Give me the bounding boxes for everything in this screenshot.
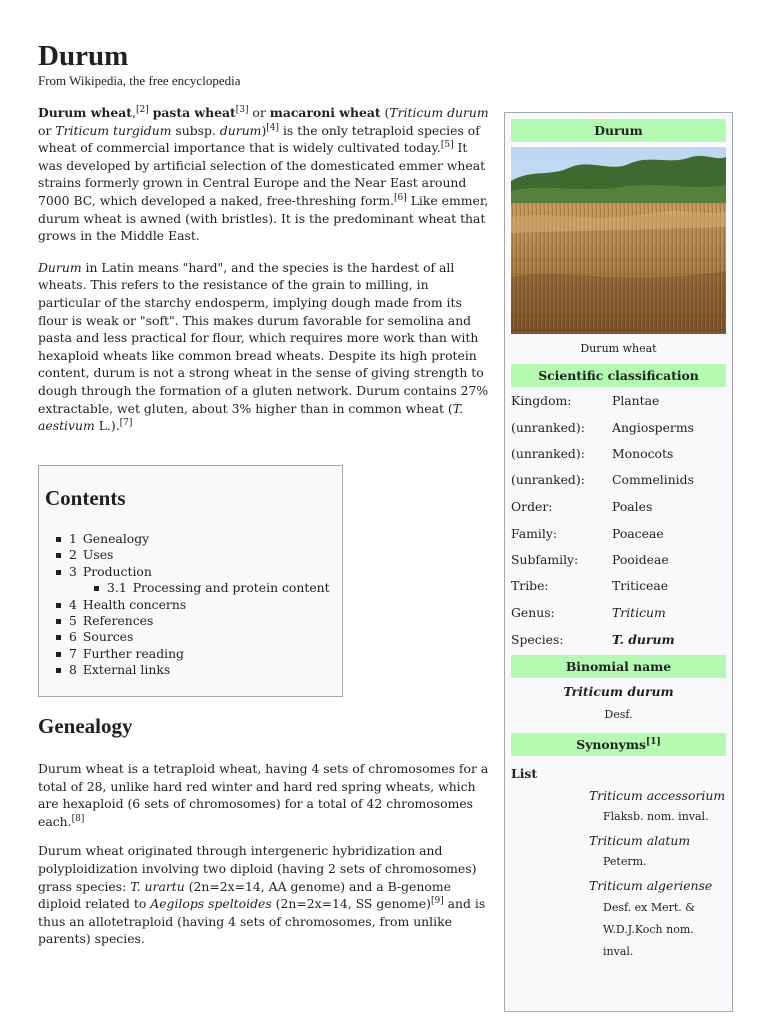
italic-term: T. urartu — [130, 878, 185, 894]
classification-row-species — [511, 630, 726, 650]
table-of-contents — [38, 465, 343, 697]
infobox-title: Durum — [511, 119, 726, 142]
photo-caption: Durum wheat — [580, 342, 657, 355]
toc-item-references[interactable] — [69, 613, 330, 629]
toc-item-production[interactable] — [69, 564, 330, 580]
citation-link[interactable]: [4] — [266, 122, 280, 133]
citation-link[interactable]: [3] — [235, 105, 249, 115]
classification-row-tribe — [511, 576, 726, 596]
toc-item-uses[interactable] — [69, 547, 330, 563]
wheat-field-photo[interactable] — [511, 147, 726, 334]
citation-link[interactable]: [8] — [71, 813, 85, 824]
classification-row-family — [511, 524, 726, 544]
synonym-name: Triticum algeriense — [589, 878, 713, 893]
page-title: Durum — [38, 40, 129, 72]
taxon-link[interactable]: Plantae — [612, 393, 660, 408]
toc-number: 5 — [69, 613, 77, 629]
toc-item-processing[interactable] — [107, 580, 330, 596]
rank-label: Tribe: — [511, 578, 549, 593]
toc-item-sources[interactable] — [69, 629, 330, 645]
toc-number: 3 — [69, 563, 77, 579]
synonyms-title: Synonyms — [576, 737, 646, 752]
synonym-name: Triticum alatum — [589, 833, 691, 848]
text-run: Durum wheat is a tetraploid wheat, having 4 sets of chromosomes for a total of 28, unlike hard red winter and hard red spring wheats, which are hexaploid (6 sets of chromosomes) for a total of 42 chromosomes each. — [38, 761, 489, 829]
rank-label: (unranked): — [511, 472, 585, 487]
italic-term: Aegilops speltoides — [150, 896, 272, 912]
genealogy-section — [38, 760, 490, 960]
scientific-classification-header: Scientific classification — [511, 364, 726, 387]
text-run: subsp. — [171, 122, 220, 138]
taxon-link[interactable]: Poaceae — [612, 526, 664, 541]
citation-link[interactable]: [1] — [645, 737, 661, 747]
rank-label: (unranked): — [511, 446, 585, 461]
rank-label: Genus: — [511, 605, 555, 620]
synonym-authority: Flaksb. nom. inval. — [603, 810, 709, 823]
binomial-name: Triticum durum — [563, 684, 674, 699]
text-run: (2n=2x=14, AA genome) and a B-genome diploid related to — [38, 878, 451, 912]
italic-term: Triticum durum — [389, 105, 489, 120]
rank-label: Family: — [511, 526, 557, 541]
citation-link[interactable]: [5] — [440, 140, 454, 151]
rank-label: Subfamily: — [511, 552, 579, 567]
citation-link[interactable]: [9] — [430, 896, 444, 907]
synonym-authority: W.D.J.Koch nom. — [603, 923, 694, 936]
rank-label: Kingdom: — [511, 393, 572, 408]
citation-link[interactable]: [2] — [135, 105, 149, 115]
synonym-authority: Peterm. — [603, 855, 647, 868]
toc-number: 3.1 — [107, 580, 127, 596]
citation-link[interactable]: [7] — [119, 418, 133, 429]
classification-row-subfamily — [511, 550, 726, 570]
text-run: ) — [261, 122, 267, 138]
synonyms-list-toggle[interactable]: List — [511, 766, 538, 781]
citation-link[interactable]: [6] — [394, 192, 407, 203]
text-run: Like emmer, durum wheat is awned (with bristles). It is the predominant wheat that grows in the Middle East. — [38, 192, 489, 244]
toc-item-external-links[interactable] — [69, 662, 330, 678]
intro-paragraph-1 — [38, 104, 490, 245]
taxon-link[interactable]: Pooideae — [612, 552, 669, 567]
text-run: ( — [380, 105, 390, 120]
synonym-authority: Desf. ex Mert. & — [603, 901, 696, 914]
rank-label: Species: — [511, 632, 564, 647]
toc-label: Genealogy — [82, 531, 150, 546]
bold-term: Durum wheat — [38, 105, 133, 120]
bold-term: pasta wheat — [152, 105, 236, 120]
text-run: L.). — [94, 418, 120, 434]
genealogy-paragraph-2 — [38, 842, 490, 948]
synonym-name: Triticum accessorium — [589, 788, 726, 803]
toc-label: References — [82, 613, 154, 629]
binomial-name-header: Binomial name — [511, 655, 726, 678]
classification-row-unranked — [511, 444, 726, 464]
text-run: or — [248, 105, 270, 120]
toc-list — [69, 531, 330, 679]
classification-row-unranked — [511, 418, 726, 438]
italic-term: Triticum turgidum — [55, 122, 172, 138]
species-name: T. durum — [612, 632, 675, 647]
toc-item-health-concerns[interactable] — [69, 597, 330, 613]
toc-number: 7 — [69, 645, 77, 661]
text-run: and is thus an allotetraploid (having 4 sets of chromosomes, from unlike parents) species. — [38, 896, 486, 947]
italic-term: durum — [219, 122, 262, 138]
intro-paragraph-2 — [38, 259, 490, 435]
section-heading-genealogy: Genealogy — [38, 714, 133, 738]
genealogy-paragraph-1 — [38, 760, 490, 830]
italic-term: T. aestivum — [38, 400, 464, 434]
toc-label: Processing and protein content — [132, 580, 330, 596]
text-run: It was developed by artificial selection of the domesticated emmer wheat strains formerly grown in Central Europe and the Near East around 7000 BC, which developed a naked, free-threshing form. — [38, 140, 486, 208]
taxon-link[interactable]: Commelinids — [612, 472, 694, 487]
toc-number: 1 — [69, 531, 77, 546]
binomial-authority: Desf. — [604, 708, 633, 721]
toc-item-genealogy[interactable] — [69, 531, 330, 547]
toc-label: Uses — [82, 547, 114, 563]
italic-term: Durum — [38, 259, 82, 275]
classification-row-unranked — [511, 470, 726, 490]
text-run: or — [38, 122, 56, 138]
taxon-link[interactable]: Triticeae — [612, 578, 669, 593]
wheat-field-image — [511, 147, 726, 334]
bold-term: macaroni wheat — [269, 105, 381, 120]
taxon-link[interactable]: Monocots — [612, 446, 674, 461]
toc-label: Sources — [82, 629, 134, 645]
page-tagline: From Wikipedia, the free encyclopedia — [38, 73, 241, 88]
synonyms-header — [511, 733, 726, 756]
toc-label: Production — [82, 563, 152, 579]
text-run: Durum wheat originated through intergeneric hybridization and polyploidization involving two diploid (having 2 sets of chromosomes) grass species: — [38, 843, 477, 894]
toc-number: 4 — [69, 596, 77, 612]
toc-number: 2 — [69, 547, 77, 563]
toc-item-further-reading[interactable] — [69, 646, 330, 662]
rank-label: (unranked): — [511, 420, 585, 435]
classification-row-kingdom — [511, 391, 726, 411]
taxobox — [504, 112, 733, 1012]
toc-label: Further reading — [82, 645, 184, 661]
text-run: is the only tetraploid species of wheat of commercial importance that is widely cultivated today. — [38, 122, 480, 156]
classification-row-order — [511, 497, 726, 517]
synonym-authority: inval. — [603, 945, 634, 958]
toc-label: Health concerns — [82, 596, 187, 612]
text-run: in Latin means "hard", and the species is the hardest of all wheats. This refers to the resistance of the grain to milling, in particular of the starchy endosperm, implying dough made from its flour is weak or "soft". This makes durum favorable for semolina and pasta and less practical for flour, which requires more work than with hexaploid wheats like common bread wheats. Despite its high protein content, durum is not a strong wheat in the sense of giving strength to dough through the formation of a gluten network. Durum contains 27% extractable, wet gluten, about 3% higher than in common wheat ( — [38, 259, 489, 416]
toc-title: Contents — [45, 486, 126, 510]
toc-label: External links — [82, 662, 171, 678]
toc-number: 8 — [69, 662, 77, 678]
toc-number: 6 — [69, 629, 77, 645]
taxon-link[interactable]: Angiosperms — [612, 420, 694, 435]
classification-row-genus — [511, 603, 726, 623]
taxon-link[interactable]: Poales — [612, 499, 653, 514]
taxon-link[interactable]: Triticum — [612, 605, 666, 620]
text-run: , — [132, 105, 136, 120]
text-run: (2n=2x=14, SS genome) — [271, 896, 431, 912]
article-intro — [38, 104, 490, 445]
rank-label: Order: — [511, 499, 553, 514]
